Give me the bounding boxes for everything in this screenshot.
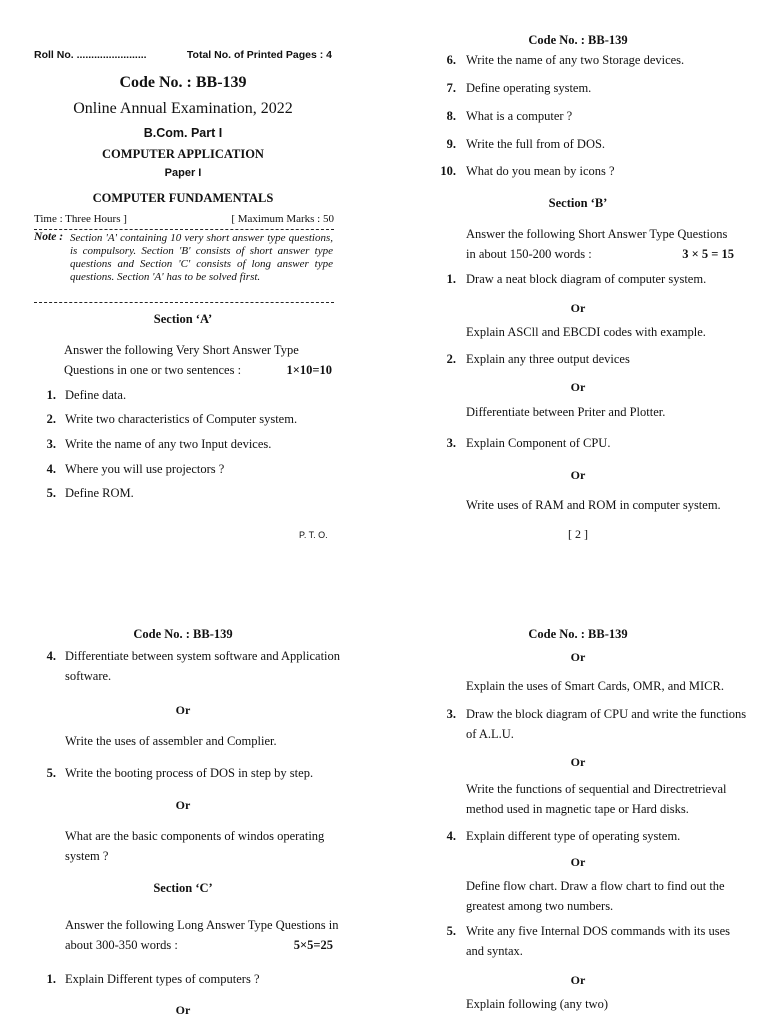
question-number: 10. <box>440 164 456 178</box>
question-text: Write any five Internal DOS commands with its uses <box>466 924 731 938</box>
exam-page-4 <box>384 512 768 1024</box>
question-number: 4. <box>446 829 456 843</box>
question-text: Write the full from of DOS. <box>466 137 606 151</box>
question-number: 3. <box>446 707 456 721</box>
alternative-question <box>466 779 727 819</box>
marks-allocation: 3 × 5 = 15 <box>682 247 734 261</box>
question-text: Draw a neat block diagram of computer system. <box>466 272 707 286</box>
question-text: Write the name of any two Storage devices. <box>466 53 685 67</box>
marks-allocation: 5×5=25 <box>293 938 333 952</box>
question-text: Explain Different types of computers ? <box>65 972 260 986</box>
or-separator: Or <box>570 973 586 987</box>
question-number: 1. <box>446 272 456 286</box>
instruction-line-1: Answer the following Short Answer Type Questions <box>466 227 728 241</box>
section-c-instruction <box>65 915 339 955</box>
question-text-continued: of A.L.U. <box>466 727 514 741</box>
page1-header-line <box>34 49 332 61</box>
exam-title: Online Annual Examination, 2022 <box>73 100 293 117</box>
question-number: 1. <box>46 972 56 986</box>
roll-number-field: Roll No. ........................ <box>34 49 147 61</box>
alternative-question: Explain ASCll and EBCDI codes with example. <box>466 325 706 339</box>
instruction-line-2: about 300-350 words : <box>65 938 178 952</box>
time-marks-line <box>34 213 334 225</box>
or-separator: Or <box>175 1003 191 1017</box>
note-text: Section 'A' containing 10 very short answer type questions, is compulsory. Section 'B' consists of short answer type questions and Section 'C' consists of long answer type questions. Section 'A' has to be solved first. <box>70 232 333 283</box>
paper-topic: COMPUTER FUNDAMENTALS <box>92 191 274 205</box>
question-number: 5. <box>446 924 456 938</box>
alternative-question <box>466 876 725 916</box>
time-label: Time : Three Hours ] <box>34 213 127 225</box>
question-text: Write the name of any two Input devices. <box>65 437 272 451</box>
alternative-question: Differentiate between Priter and Plotter. <box>466 405 666 419</box>
code-number-title: Code No. : BB-139 <box>119 74 247 91</box>
question-text: Define data. <box>65 388 127 402</box>
question-text: Write two characteristics of Computer system. <box>65 412 298 426</box>
course-name: B.Com. Part I <box>143 126 223 140</box>
question-number: 2. <box>446 352 456 366</box>
max-marks-label: [ Maximum Marks : 50 <box>231 213 334 225</box>
question-number: 7. <box>446 81 456 95</box>
instruction-line-2: in about 150-200 words : <box>466 247 592 261</box>
question-text: Draw the block diagram of CPU and write the functions <box>466 707 747 721</box>
section-b-instruction <box>466 224 734 264</box>
alternative-question <box>65 826 324 866</box>
total-pages-label: Total No. of Printed Pages : 4 <box>186 49 332 61</box>
question-number: 2. <box>46 412 56 426</box>
instruction-line-1: Answer the following Long Answer Type Questions in <box>65 918 339 932</box>
or-separator: Or <box>570 855 586 869</box>
pto-label: P. T. O. <box>299 530 328 540</box>
divider-bottom <box>34 302 334 303</box>
question-text-continued: software. <box>65 669 112 683</box>
section-a-heading: Section ‘A’ <box>153 312 213 326</box>
question-text: Explain different type of operating system. <box>466 829 681 843</box>
alternative-line-2: system ? <box>65 849 109 863</box>
section-b-heading: Section ‘B’ <box>548 196 608 210</box>
alternative-line-2: greatest among two numbers. <box>466 899 614 913</box>
question-text: What is a computer ? <box>466 109 573 123</box>
question-number: 9. <box>446 137 456 151</box>
divider-top <box>34 229 334 230</box>
or-separator: Or <box>175 798 191 812</box>
question-text: What do you mean by icons ? <box>466 164 615 178</box>
or-separator: Or <box>570 755 586 769</box>
or-separator: Or <box>175 703 191 717</box>
note-label: Note : <box>34 231 64 243</box>
instruction-line-1: Answer the following Very Short Answer Type <box>64 343 299 357</box>
paper-number: Paper I <box>164 167 202 179</box>
question-text-continued: and syntax. <box>466 944 523 958</box>
question-text: Write the booting process of DOS in step by step. <box>65 766 314 780</box>
or-separator: Or <box>570 468 586 482</box>
or-separator: Or <box>570 301 586 315</box>
code-number-header: Code No. : BB-139 <box>528 627 628 641</box>
question-number: 3. <box>46 437 56 451</box>
question-text: Where you will use projectors ? <box>65 462 225 476</box>
exam-page-3 <box>0 512 384 1024</box>
alternative-question: Explain the uses of Smart Cards, OMR, and MICR. <box>466 679 724 693</box>
alternative-question: Write uses of RAM and ROM in computer system. <box>466 498 721 512</box>
alternative-line-1: Write the functions of sequential and Directretrieval <box>466 782 727 796</box>
question-number: 4. <box>46 462 56 476</box>
code-number-header: Code No. : BB-139 <box>133 627 233 641</box>
or-separator: Or <box>570 380 586 394</box>
alternative-line-2: method used in magnetic tape or Hard disks. <box>466 802 689 816</box>
alternative-question: Write the uses of assembler and Complier. <box>65 734 277 748</box>
code-number-header: Code No. : BB-139 <box>528 33 628 47</box>
question-text: Define ROM. <box>65 486 134 500</box>
instruction-line-2: Questions in one or two sentences : <box>64 363 242 377</box>
alternative-line-1: Define flow chart. Draw a flow chart to find out the <box>466 879 725 893</box>
question-text: Explain any three output devices <box>466 352 630 366</box>
question-number: 8. <box>446 109 456 123</box>
question-text: Define operating system. <box>466 81 592 95</box>
section-c-heading: Section ‘C’ <box>153 881 213 895</box>
question-number: 6. <box>446 53 456 67</box>
subject-name: COMPUTER APPLICATION <box>102 147 264 161</box>
marks-allocation: 1×10=10 <box>286 363 332 377</box>
question-number: 5. <box>46 766 56 780</box>
or-separator: Or <box>570 650 586 664</box>
page-number: [ 2 ] <box>568 527 588 541</box>
section-a-instruction <box>64 340 332 380</box>
alternative-line-1: What are the basic components of windos operating <box>65 829 325 843</box>
alternative-question: Explain following (any two) <box>466 997 608 1011</box>
exam-page-2 <box>384 0 768 541</box>
question-text: Explain Component of CPU. <box>466 436 611 450</box>
exam-page-1 <box>0 0 384 540</box>
question-text: Differentiate between system software and Application <box>65 649 341 663</box>
question-number: 5. <box>46 486 56 500</box>
question-number: 4. <box>46 649 56 663</box>
question-number: 3. <box>446 436 456 450</box>
question-number: 1. <box>46 388 56 402</box>
